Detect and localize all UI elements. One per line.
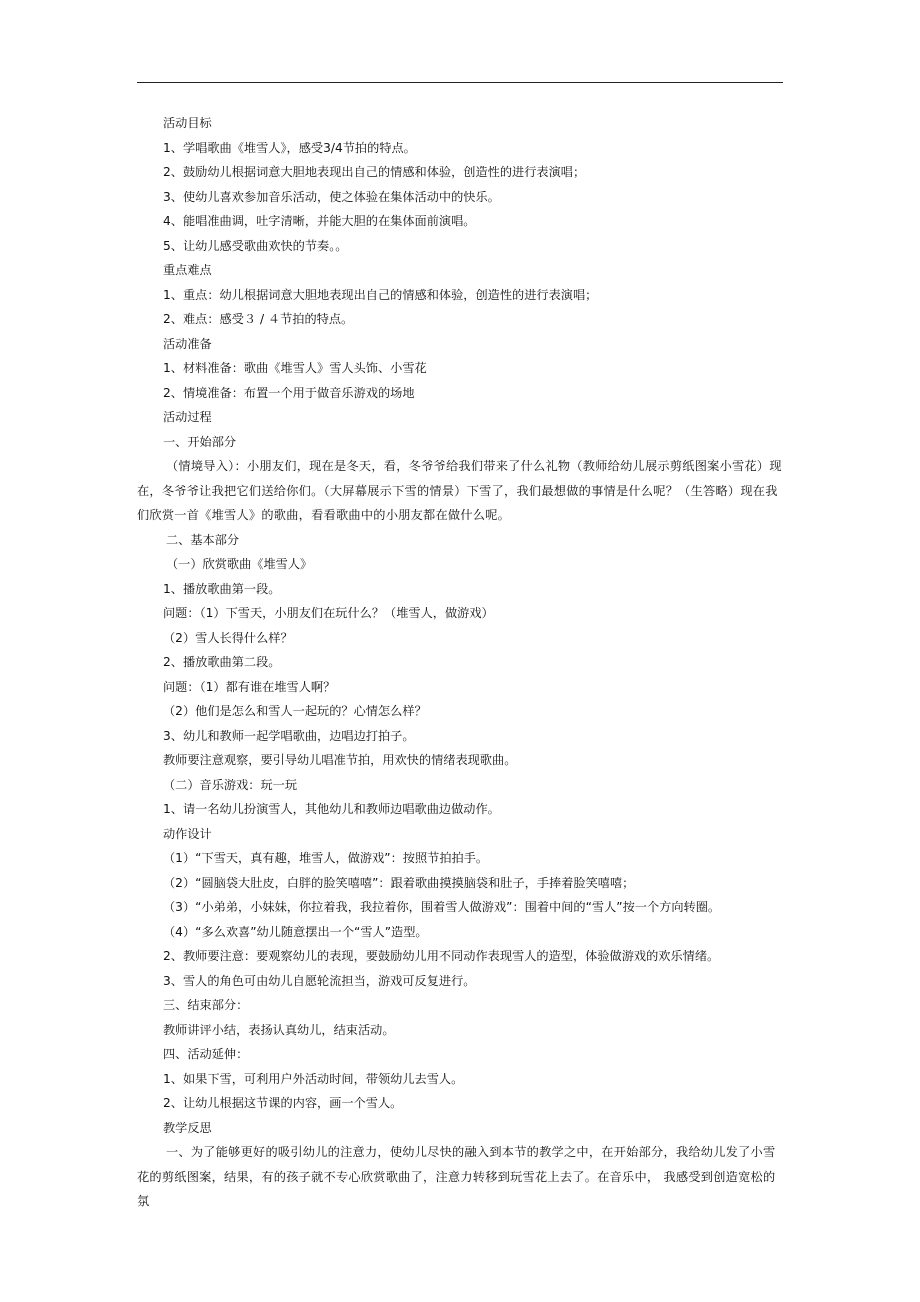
text-line: 问题：（1）下雪天，小朋友们在玩什么？（堆雪人，做游戏） [163, 606, 494, 620]
text-line: 2、难点：感受３ / ４节拍的特点。 [163, 312, 354, 326]
text-line: （二）音乐游戏：玩一玩 [163, 777, 298, 792]
text-line: 二、基本部分 [166, 532, 240, 547]
text-line: 5、让幼儿感受歌曲欢快的节奏。。 [163, 238, 348, 253]
text-line: 重点难点 [163, 263, 212, 277]
text-line: 活动过程 [163, 410, 212, 424]
text-line: 4、能唱准曲调，吐字清晰，并能大胆的在集体面前演唱。 [163, 214, 476, 228]
text-line: 3、雪人的角色可由幼儿自愿轮流担当，游戏可反复进行。 [163, 973, 476, 988]
text-line: 2、鼓励幼儿根据词意大胆地表现出自己的情感和体验，创造性的进行表演唱； [163, 165, 586, 179]
text-line: 3、幼儿和教师一起学唱歌曲，边唱边打拍子。 [163, 728, 415, 743]
text-line: 四、活动延伸： [163, 1047, 249, 1061]
header-rule [137, 82, 783, 83]
text-line: 1、如果下雪，可利用户外活动时间，带领幼儿去雪人。 [163, 1071, 464, 1086]
text-line: 问题：（1）都有谁在堆雪人啊？ [163, 679, 336, 694]
text-line: （一）欣赏歌曲《堆雪人》 [166, 557, 313, 571]
text-line: 1、材料准备：歌曲《堆雪人》雪人头饰、小雪花 [163, 361, 427, 375]
text-line: 教师讲评小结，表扬认真幼儿，结束活动。 [163, 1022, 395, 1037]
text-line: 1、请一名幼儿扮演雪人，其他幼儿和教师边唱歌曲边做动作。 [163, 802, 500, 816]
section-lines-1 [137, 111, 783, 454]
text-line: 一、开始部分 [163, 434, 237, 449]
text-line: （2）雪人长得什么样？ [163, 630, 293, 645]
text-line: （3）“小弟弟，小妹妹，你拉着我，我拉着你，围着雪人做游戏”：围着中间的“雪人”按一个方向转圈。 [163, 900, 721, 914]
text-line: 活动准备 [163, 336, 212, 351]
text-line: 2、播放歌曲第二段。 [163, 655, 281, 669]
text-line: 教学反思 [163, 1120, 212, 1135]
text-line: 活动目标 [163, 116, 212, 130]
document-body [137, 111, 783, 1214]
text-line: （1）“下雪天，真有趣，堆雪人，做游戏”：按照节拍拍手。 [163, 851, 489, 865]
section-lines-2 [137, 528, 783, 1141]
text-line: 3、使幼儿喜欢参加音乐活动，使之体验在集体活动中的快乐。 [163, 189, 500, 204]
text-line: 三、结束部分： [163, 998, 249, 1012]
text-line: （2）“圆脑袋大肚皮，白胖的脸笑嘻嘻”：跟着歌曲摸摸脑袋和肚子，手捧着脸笑嘻嘻； [163, 875, 635, 890]
text-line: 2、教师要注意：要观察幼儿的表现，要鼓励幼儿用不同动作表现雪人的造型，体验做游戏的欢乐情绪。 [163, 949, 720, 963]
paragraph-reflection [137, 1140, 783, 1214]
text-line: 1、重点：幼儿根据词意大胆地表现出自己的情感和体验，创造性的进行表演唱； [163, 287, 598, 302]
text-line: 动作设计 [163, 826, 212, 841]
text-line: （2）他们是怎么和雪人一起玩的？心情怎么样？ [163, 704, 427, 718]
text-line: 2、情境准备：布置一个用于做音乐游戏的场地 [163, 385, 415, 400]
paragraph-intro-text: （情境导入）：小朋友们，现在是冬天，看，冬爷爷给我们带来了什么礼物（教师给幼儿展示剪纸图案小雪花）现在，冬爷爷让我把它们送给你们。（大屏幕展示下雪的情景）下雪了，我们最想做的事情是什么呢？（生答略）现在我们欣赏一首《堆雪人》的歌曲，看看歌曲中的小朋友都在做什么呢。 [137, 459, 782, 522]
text-line: 教师要注意观察，要引导幼儿唱准节拍，用欢快的情绪表现歌曲。 [163, 753, 517, 767]
text-line: 2、让幼儿根据这节课的内容，画一个雪人。 [163, 1096, 403, 1110]
paragraph-reflection-text: 一、为了能够更好的吸引幼儿的注意力，使幼儿尽快的融入到本节的教学之中，在开始部分，我给幼儿发了小雪花的剪纸图案，结果，有的孩子就不专心欣赏歌曲了，注意力转移到玩雪花上去了。在音乐中， 我感受到创造宽松的氛 [137, 1145, 776, 1208]
paragraph-intro [137, 454, 783, 528]
text-line: 1、学唱歌曲《堆雪人》，感受3/4节拍的特点。 [163, 140, 416, 155]
text-line: （4）“多么欢喜”幼儿随意摆出一个“雪人”造型。 [163, 924, 428, 939]
text-line: 1、播放歌曲第一段。 [163, 581, 281, 596]
